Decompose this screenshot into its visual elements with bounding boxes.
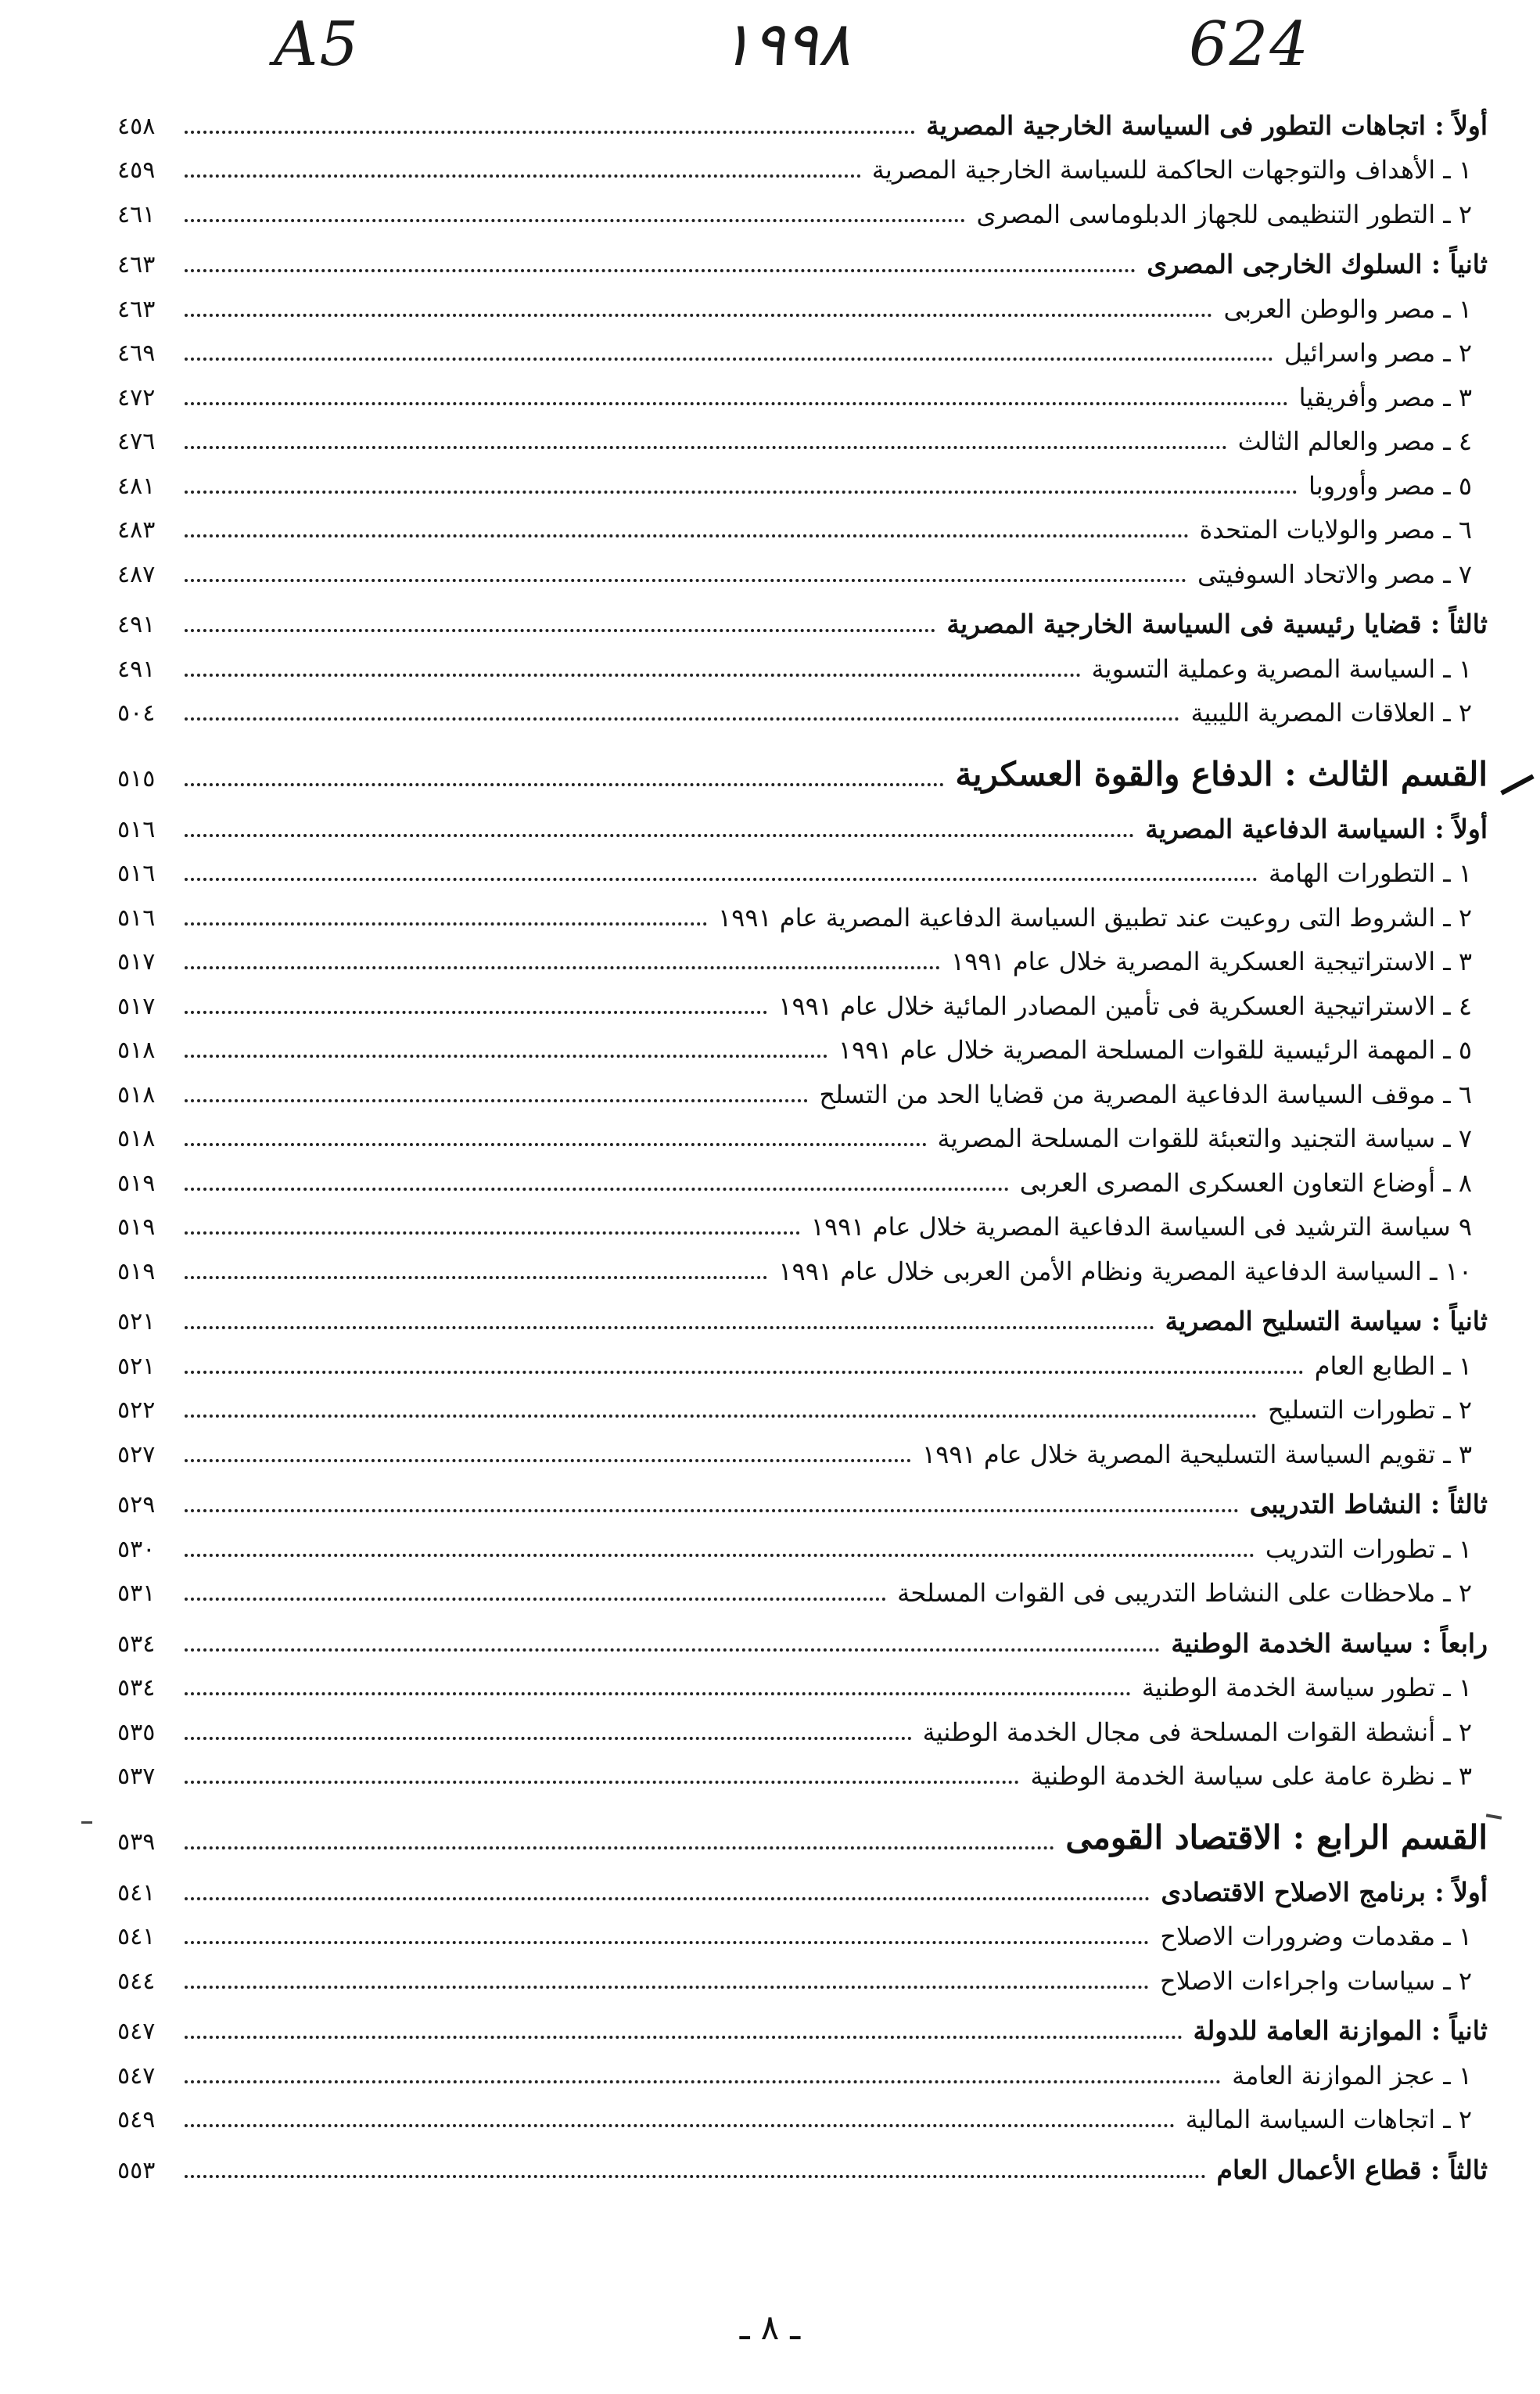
toc-entry-page-number: ٥٢١ xyxy=(117,1352,156,1380)
toc-entry-title: ثالثاً : النشاط التدريبى xyxy=(1249,1489,1488,1519)
toc-entry-page-number: ٥٥٣ xyxy=(117,2156,156,2184)
handwritten-note-year: ١٩٩٨ xyxy=(720,9,851,80)
toc-entry-page-number: ٤٨٧ xyxy=(117,560,156,588)
dot-leader xyxy=(185,446,1227,449)
toc-entry-page-number: ٥١٨ xyxy=(117,1080,156,1109)
toc-entry-sub xyxy=(117,2093,1488,2137)
dot-leader xyxy=(185,1941,1149,1944)
toc-entry-title: ٢ ـ أنشطة القوات المسلحة فى مجال الخدمة الوطنية xyxy=(922,1716,1472,1747)
dot-leader xyxy=(185,966,940,969)
toc-entry-sub xyxy=(117,1705,1488,1749)
dot-leader xyxy=(185,1099,808,1102)
dot-leader xyxy=(185,1986,1149,1989)
dot-leader xyxy=(185,269,1136,272)
toc-entry-sub xyxy=(117,143,1488,188)
toc-entry-title: ٩ سياسة الترشيد فى السياسة الدفاعية المصرية خلال عام ١٩٩١ xyxy=(810,1212,1472,1242)
toc-entry-title: ٣ ـ تقويم السياسة التسليحية المصرية خلال عام ١٩٩١ xyxy=(921,1439,1472,1469)
margin-pen-mark xyxy=(1500,775,1534,796)
toc-entry-page-number: ٥١٨ xyxy=(117,1037,156,1064)
toc-entry-title: ١ ـ تطورات التدريب xyxy=(1265,1533,1472,1564)
dot-leader xyxy=(185,1737,912,1740)
toc-entry-sub xyxy=(117,1522,1488,1566)
toc-entry-title: أولاً : اتجاهات التطور فى السياسة الخارجية المصرية xyxy=(926,110,1488,141)
toc-entry-title: ٢ ـ اتجاهات السياسة المالية xyxy=(1185,2105,1472,2134)
toc-entry-page-number: ٥١٨ xyxy=(117,1125,156,1152)
toc-entry-sub xyxy=(117,1200,1488,1245)
dot-leader xyxy=(185,1459,911,1462)
dot-leader xyxy=(185,674,1081,677)
toc-entry-sub xyxy=(117,1954,1488,1998)
toc-entry-page-number: ٤٦١ xyxy=(117,200,156,228)
dot-leader xyxy=(185,1414,1257,1418)
toc-entry-sub xyxy=(117,1244,1488,1289)
toc-entry-sub xyxy=(117,1383,1488,1428)
toc-entry-sub xyxy=(117,1156,1488,1200)
dot-leader xyxy=(185,1326,1154,1329)
toc-entry-page-number: ٥١٦ xyxy=(117,904,156,932)
toc-entry-sub xyxy=(117,187,1488,232)
dot-leader xyxy=(185,1648,1160,1652)
toc-entry-page-number: ٥٣٧ xyxy=(117,1763,156,1790)
dot-leader xyxy=(185,2080,1221,2083)
page-number: ـ ٨ ـ xyxy=(739,2308,801,2348)
toc-entry-sub xyxy=(117,415,1488,459)
toc-entry-page-number: ٥٤٩ xyxy=(117,2106,156,2133)
toc-entry-page-number: ٥١٦ xyxy=(117,815,156,843)
toc-entry-title: ١ ـ الأهداف والتوجهات الحاكمة للسياسة الخارجية المصرية xyxy=(871,155,1472,185)
dot-leader xyxy=(185,2175,1206,2178)
dot-leader xyxy=(185,358,1273,361)
toc-entry-title: ٣ ـ نظرة عامة على سياسة الخدمة الوطنية xyxy=(1030,1761,1472,1791)
toc-entry-section xyxy=(117,1478,1488,1522)
toc-entry-sub xyxy=(117,326,1488,371)
toc-entry-title: ١ ـ مصر والوطن العربى xyxy=(1223,293,1472,324)
dot-leader xyxy=(185,1371,1304,1374)
toc-entry-page-number: ٥١٩ xyxy=(117,1213,156,1241)
toc-entry-sub xyxy=(117,1427,1488,1472)
toc-entry-page-number: ٥١٧ xyxy=(117,948,156,976)
dot-leader xyxy=(185,1055,827,1058)
toc-entry-sub xyxy=(117,935,1488,980)
toc-entry-title: ثانياً : السلوك الخارجى المصرى xyxy=(1147,249,1488,279)
toc-entry-section xyxy=(117,2143,1488,2187)
toc-entry-page-number: ٥١٦ xyxy=(117,860,156,887)
toc-entry-sub xyxy=(117,458,1488,503)
toc-entry-page-number: ٥١٩ xyxy=(117,1257,156,1285)
dot-leader xyxy=(185,1188,1009,1191)
dot-leader xyxy=(185,1011,767,1014)
dot-leader xyxy=(185,2124,1175,2127)
toc-entry-title: ٦ ـ موقف السياسة الدفاعية المصرية من قضايا الحد من التسلح xyxy=(819,1079,1472,1109)
dot-leader xyxy=(185,717,1179,721)
dot-leader xyxy=(185,629,935,632)
toc-entry-sub xyxy=(117,847,1488,891)
toc-entry-title: ٢ ـ التطور التنظيمى للجهاز الدبلوماسى المصرى xyxy=(976,199,1472,229)
toc-entry-page-number: ٥٣٩ xyxy=(117,1828,156,1856)
toc-entry-sub xyxy=(117,979,1488,1023)
toc-entry-section xyxy=(117,802,1488,847)
margin-pen-mark xyxy=(81,1821,92,1824)
toc-entry-page-number: ٥٣٥ xyxy=(117,1718,156,1746)
toc-entry-title: ٢ ـ الشروط التى روعيت عند تطبيق السياسة الدفاعية المصرية عام ١٩٩١ xyxy=(717,902,1472,933)
toc-entry-page-number: ٥٢٩ xyxy=(117,1491,156,1519)
toc-entry-title: ثانياً : سياسة التسليح المصرية xyxy=(1165,1306,1488,1336)
dot-leader xyxy=(185,1598,886,1601)
toc-entry-sub xyxy=(117,1339,1488,1383)
toc-entry-title: ٣ ـ الاستراتيجية العسكرية المصرية خلال عام ١٩٩١ xyxy=(950,947,1472,976)
toc-entry-title: ثالثاً : قضايا رئيسية فى السياسة الخارجية المصرية xyxy=(946,609,1488,639)
toc-entry-sub xyxy=(117,1661,1488,1706)
toc-entry-page-number: ٤٨٣ xyxy=(117,516,156,544)
toc-entry-page-number: ٥٣١ xyxy=(117,1580,156,1607)
toc-entry-sub xyxy=(117,1112,1488,1156)
toc-entry-page-number: ٤٦٣ xyxy=(117,251,156,279)
toc-entry-part xyxy=(117,1809,1488,1859)
dot-leader xyxy=(185,1276,767,1279)
toc-entry-section xyxy=(117,2004,1488,2049)
toc-entry-page-number: ٥١٥ xyxy=(117,765,156,793)
dot-leader xyxy=(185,1897,1150,1900)
toc-entry-title: ٢ ـ ملاحظات على النشاط التدريبى فى القوات المسلحة xyxy=(897,1578,1472,1608)
dot-leader xyxy=(185,1509,1239,1512)
dot-leader xyxy=(185,219,965,222)
handwritten-note-left: A5 xyxy=(274,9,360,80)
dot-leader xyxy=(185,834,1134,837)
toc-entry-title: ٣ ـ مصر وأفريقيا xyxy=(1298,382,1472,412)
toc-entry-title: ١ ـ التطورات الهامة xyxy=(1268,858,1472,888)
toc-entry-sub xyxy=(117,1067,1488,1112)
toc-entry-title: ٧ ـ سياسة التجنيد والتعبئة للقوات المسلحة المصرية xyxy=(937,1123,1472,1153)
toc-entry-page-number: ٤٥٩ xyxy=(117,156,156,184)
toc-entry-section xyxy=(117,1295,1488,1339)
dot-leader xyxy=(185,491,1298,494)
dot-leader xyxy=(185,579,1186,582)
toc-entry-page-number: ٥٣٠ xyxy=(117,1535,156,1563)
toc-entry-page-number: ٤٧٢ xyxy=(117,383,156,412)
toc-entry-page-number: ٥٤١ xyxy=(117,1878,156,1907)
toc-entry-title: ٢ ـ العلاقات المصرية الليبية xyxy=(1190,698,1472,728)
dot-leader xyxy=(185,131,915,134)
toc-entry-section xyxy=(117,99,1488,143)
toc-entry-page-number: ٥٢١ xyxy=(117,1308,156,1335)
toc-entry-title: ٥ ـ مصر وأوروبا xyxy=(1308,470,1472,501)
toc-entry-title: ١٠ ـ السياسة الدفاعية المصرية ونظام الأمن العربى خلال عام ١٩٩١ xyxy=(778,1256,1472,1286)
toc-entry-title: ثالثاً : قطاع الأعمال العام xyxy=(1216,2154,1488,2185)
toc-entry-title: أولاً : برنامج الاصلاح الاقتصادى xyxy=(1161,1876,1488,1907)
toc-entry-title: القسم الرابع : الاقتصاد القومى xyxy=(1065,1818,1488,1857)
dot-leader xyxy=(185,1846,1054,1849)
dot-leader xyxy=(185,878,1258,881)
toc-entry-section xyxy=(117,598,1488,642)
toc-entry-title: ٦ ـ مصر والولايات المتحدة xyxy=(1199,515,1472,545)
dot-leader xyxy=(185,2036,1183,2039)
toc-entry-sub xyxy=(117,1910,1488,1954)
dot-leader xyxy=(185,1143,927,1146)
dot-leader xyxy=(185,1231,800,1235)
toc-entry-sub xyxy=(117,686,1488,731)
toc-entry-page-number: ٥٣٤ xyxy=(117,1674,156,1702)
toc-entry-title: ثانياً : الموازنة العامة للدولة xyxy=(1193,2015,1488,2046)
toc-entry-page-number: ٤٨١ xyxy=(117,472,156,500)
toc-entry-page-number: ٥٢٢ xyxy=(117,1396,156,1424)
toc-entry-title: رابعاً : سياسة الخدمة الوطنية xyxy=(1171,1627,1488,1659)
dot-leader xyxy=(185,534,1189,537)
toc-entry-page-number: ٥١٧ xyxy=(117,992,156,1020)
toc-entry-sub xyxy=(117,1566,1488,1611)
toc-entry-sub xyxy=(117,547,1488,591)
toc-entry-page-number: ٥٤٧ xyxy=(117,2062,156,2090)
toc-entry-section xyxy=(117,1616,1488,1661)
table-of-contents xyxy=(117,92,1488,2187)
toc-entry-sub xyxy=(117,642,1488,686)
dot-leader xyxy=(185,783,944,786)
dot-leader xyxy=(185,402,1288,405)
toc-entry-title: ٢ ـ مصر واسرائيل xyxy=(1283,338,1472,368)
toc-entry-title: ١ ـ الطابع العام xyxy=(1314,1350,1472,1381)
toc-entry-title: ١ ـ تطور سياسة الخدمة الوطنية xyxy=(1141,1673,1472,1702)
toc-entry-title: ٧ ـ مصر والاتحاد السوفيتى xyxy=(1197,559,1472,589)
toc-entry-section xyxy=(117,1865,1488,1910)
toc-entry-title: ٤ ـ الاستراتيجية العسكرية فى تأمين المصادر المائية خلال عام ١٩٩١ xyxy=(778,990,1472,1021)
toc-entry-page-number: ٥٢٧ xyxy=(117,1440,156,1468)
dot-leader xyxy=(185,1781,1019,1784)
toc-entry-sub xyxy=(117,503,1488,548)
dot-leader xyxy=(185,1554,1255,1557)
toc-entry-page-number: ٥٤١ xyxy=(117,1923,156,1950)
toc-entry-title: ١ ـ عجز الموازنة العامة xyxy=(1232,2060,1472,2090)
toc-entry-page-number: ٤٦٣ xyxy=(117,295,156,323)
toc-entry-page-number: ٥٠٤ xyxy=(117,699,156,727)
toc-entry-sub xyxy=(117,2048,1488,2093)
dot-leader xyxy=(185,174,861,178)
toc-entry-part xyxy=(117,746,1488,796)
toc-entry-sub xyxy=(117,282,1488,326)
toc-entry-title: ١ ـ مقدمات وضرورات الاصلاح xyxy=(1160,1921,1472,1951)
margin-pen-mark xyxy=(1486,1813,1502,1819)
toc-entry-sub xyxy=(117,1023,1488,1068)
toc-entry-page-number: ٥٤٤ xyxy=(117,1967,156,1995)
toc-entry-page-number: ٥٣٤ xyxy=(117,1630,156,1658)
toc-entry-page-number: ٤٩١ xyxy=(117,655,156,683)
toc-entry-title: أولاً : السياسة الدفاعية المصرية xyxy=(1145,813,1488,844)
toc-entry-title: ٤ ـ مصر والعالم الثالث xyxy=(1237,426,1472,456)
toc-entry-section xyxy=(117,238,1488,282)
toc-entry-page-number: ٤٩١ xyxy=(117,611,156,638)
toc-entry-page-number: ٤٧٦ xyxy=(117,428,156,455)
toc-entry-page-number: ٤٥٨ xyxy=(117,112,156,140)
toc-entry-sub xyxy=(117,890,1488,935)
toc-entry-page-number: ٤٦٩ xyxy=(117,340,156,367)
toc-entry-title: القسم الثالث : الدفاع والقوة العسكرية xyxy=(955,755,1488,793)
toc-entry-sub xyxy=(117,1749,1488,1794)
handwritten-note-right: 624 xyxy=(1189,9,1310,80)
dot-leader xyxy=(185,1692,1131,1695)
toc-entry-title: ٨ ـ أوضاع التعاون العسكرى المصرى العربى xyxy=(1019,1167,1472,1198)
toc-entry-title: ٢ ـ سياسات واجراءات الاصلاح xyxy=(1160,1965,1472,1996)
toc-entry-title: ٥ ـ المهمة الرئيسية للقوات المسلحة المصرية خلال عام ١٩٩١ xyxy=(838,1035,1472,1065)
dot-leader xyxy=(185,314,1212,317)
toc-entry-page-number: ٥٤٧ xyxy=(117,2018,156,2045)
toc-entry-title: ١ ـ السياسة المصرية وعملية التسوية xyxy=(1091,653,1472,684)
toc-entry-page-number: ٥١٩ xyxy=(117,1169,156,1197)
toc-entry-title: ٢ ـ تطورات التسليح xyxy=(1268,1395,1472,1425)
toc-entry-sub xyxy=(117,370,1488,415)
dot-leader xyxy=(185,922,707,926)
